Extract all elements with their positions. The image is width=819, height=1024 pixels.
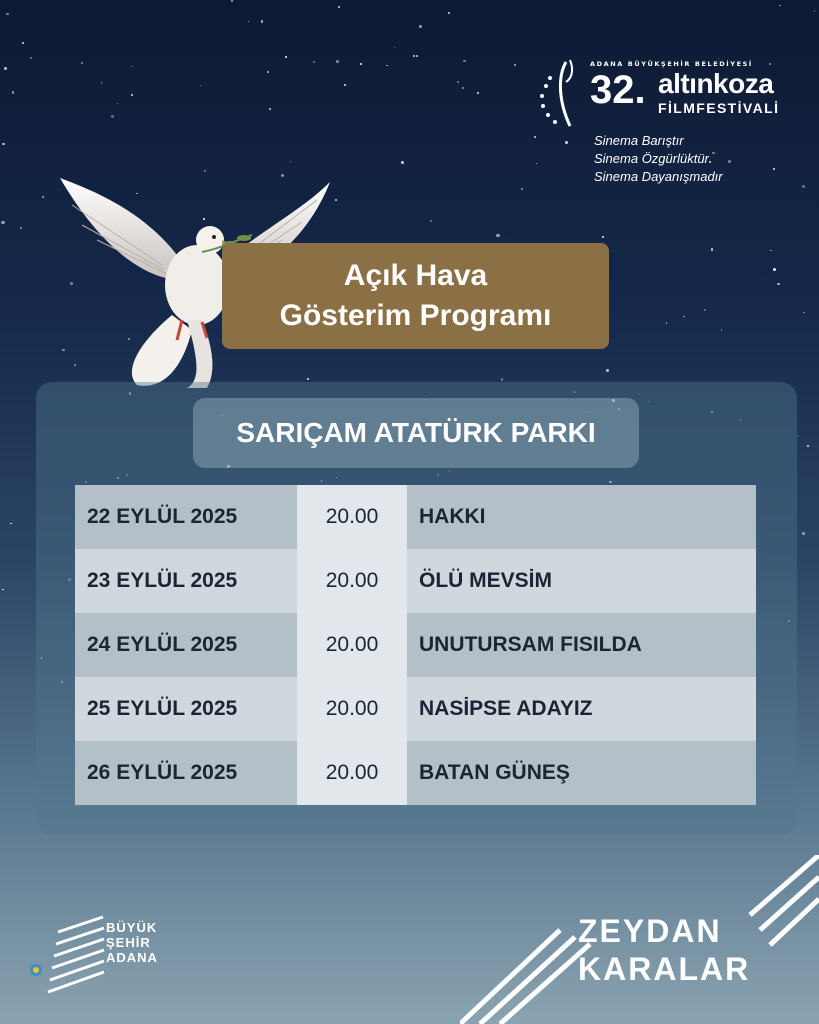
star-dot bbox=[666, 322, 668, 324]
schedule-table bbox=[75, 485, 756, 805]
star-dot bbox=[683, 316, 685, 318]
slogan: Sinema Dayanışmadır bbox=[594, 169, 723, 184]
star-dot bbox=[401, 161, 404, 164]
schedule-date: 25 EYLÜL 2025 bbox=[75, 677, 297, 741]
star-dot bbox=[132, 66, 133, 67]
star-dot bbox=[1, 221, 4, 224]
festival-name: altınkoza bbox=[658, 68, 774, 99]
star-dot bbox=[430, 220, 431, 221]
star-dot bbox=[463, 60, 466, 63]
festival-edition: 32. bbox=[590, 68, 646, 112]
table-row bbox=[75, 741, 756, 805]
star-dot bbox=[101, 82, 103, 84]
slogans bbox=[594, 132, 723, 186]
schedule-date: 26 EYLÜL 2025 bbox=[75, 741, 297, 805]
star-dot bbox=[2, 143, 4, 145]
schedule-time: 20.00 bbox=[297, 485, 407, 549]
star-dot bbox=[711, 248, 714, 251]
schedule-film: NASİPSE ADAYIZ bbox=[407, 677, 756, 741]
star-dot bbox=[313, 61, 315, 63]
star-dot bbox=[20, 227, 22, 229]
festival-laurel-icon bbox=[536, 56, 586, 134]
star-dot bbox=[131, 94, 134, 97]
star-dot bbox=[261, 20, 264, 23]
program-title-line1: Açık Hava bbox=[343, 259, 488, 292]
mayor-last-name: KARALAR bbox=[578, 951, 751, 987]
table-row bbox=[75, 677, 756, 741]
program-title-card bbox=[222, 243, 609, 349]
city-line: BÜYÜK bbox=[106, 920, 158, 935]
star-dot bbox=[12, 91, 15, 94]
schedule-time: 20.00 bbox=[297, 741, 407, 805]
star-dot bbox=[462, 87, 464, 89]
star-dot bbox=[200, 85, 201, 86]
star-dot bbox=[394, 47, 396, 49]
schedule-time: 20.00 bbox=[297, 613, 407, 677]
star-dot bbox=[779, 5, 781, 7]
schedule-date: 24 EYLÜL 2025 bbox=[75, 613, 297, 677]
festival-subtitle: FİLMFESTİVALİ bbox=[658, 100, 780, 116]
slogan: Sinema Özgürlüktür bbox=[594, 151, 709, 166]
schedule-date: 23 EYLÜL 2025 bbox=[75, 549, 297, 613]
star-dot bbox=[807, 445, 809, 447]
star-dot bbox=[22, 42, 24, 44]
star-dot bbox=[721, 329, 723, 331]
star-dot bbox=[10, 523, 11, 524]
star-dot bbox=[344, 84, 346, 86]
festival-organizer: ADANA BÜYÜKŞEHİR BELEDİYESİ bbox=[590, 60, 753, 68]
star-dot bbox=[496, 234, 499, 237]
star-dot bbox=[248, 21, 249, 22]
schedule-film: HAKKI bbox=[407, 485, 756, 549]
star-dot bbox=[338, 6, 340, 8]
star-dot bbox=[814, 10, 816, 12]
table-row bbox=[75, 613, 756, 677]
star-dot bbox=[30, 57, 31, 58]
star-dot bbox=[777, 283, 780, 286]
venue-title: SARIÇAM ATATÜRK PARKI bbox=[193, 398, 639, 468]
star-dot bbox=[419, 25, 422, 28]
star-dot bbox=[413, 55, 415, 57]
star-dot bbox=[704, 309, 706, 311]
star-dot bbox=[42, 196, 44, 198]
star-dot bbox=[386, 65, 388, 67]
star-dot bbox=[336, 60, 339, 63]
city-logo-text bbox=[106, 920, 158, 965]
star-dot bbox=[521, 188, 524, 191]
schedule-film: ÖLÜ MEVSİM bbox=[407, 549, 756, 613]
schedule-film: UNUTURSAM FISILDA bbox=[407, 613, 756, 677]
schedule-date: 22 EYLÜL 2025 bbox=[75, 485, 297, 549]
star-dot bbox=[514, 64, 516, 66]
festival-logo bbox=[536, 52, 791, 192]
star-dot bbox=[117, 103, 118, 104]
schedule-time: 20.00 bbox=[297, 549, 407, 613]
star-dot bbox=[803, 312, 804, 313]
slogan: Sinema Barıştır bbox=[594, 133, 684, 148]
table-row bbox=[75, 485, 756, 549]
star-dot bbox=[802, 532, 805, 535]
star-dot bbox=[602, 236, 604, 238]
star-dot bbox=[267, 71, 268, 72]
star-dot bbox=[797, 436, 798, 437]
star-dot bbox=[416, 55, 418, 57]
star-dot bbox=[773, 268, 776, 271]
star-dot bbox=[4, 67, 7, 70]
city-line: ADANA bbox=[106, 950, 158, 965]
star-dot bbox=[6, 13, 8, 15]
star-dot bbox=[81, 62, 83, 64]
star-dot bbox=[360, 63, 362, 65]
star-dot bbox=[290, 161, 291, 162]
star-dot bbox=[457, 81, 459, 83]
star-dot bbox=[501, 378, 504, 381]
table-row bbox=[75, 549, 756, 613]
star-dot bbox=[2, 589, 3, 590]
star-dot bbox=[285, 56, 287, 58]
schedule-time: 20.00 bbox=[297, 677, 407, 741]
star-dot bbox=[477, 92, 479, 94]
schedule-film: BATAN GÜNEŞ bbox=[407, 741, 756, 805]
mayor-name bbox=[578, 912, 750, 988]
city-line: ŞEHİR bbox=[106, 935, 151, 950]
star-dot bbox=[231, 0, 233, 2]
mayor-first-name: ZEYDAN bbox=[578, 913, 722, 949]
star-dot bbox=[269, 108, 271, 110]
star-dot bbox=[448, 12, 450, 14]
star-dot bbox=[770, 250, 772, 252]
star-dot bbox=[606, 369, 609, 372]
star-dot bbox=[802, 185, 805, 188]
program-title-line2: Gösterim Programı bbox=[279, 299, 552, 332]
star-dot bbox=[111, 115, 114, 118]
